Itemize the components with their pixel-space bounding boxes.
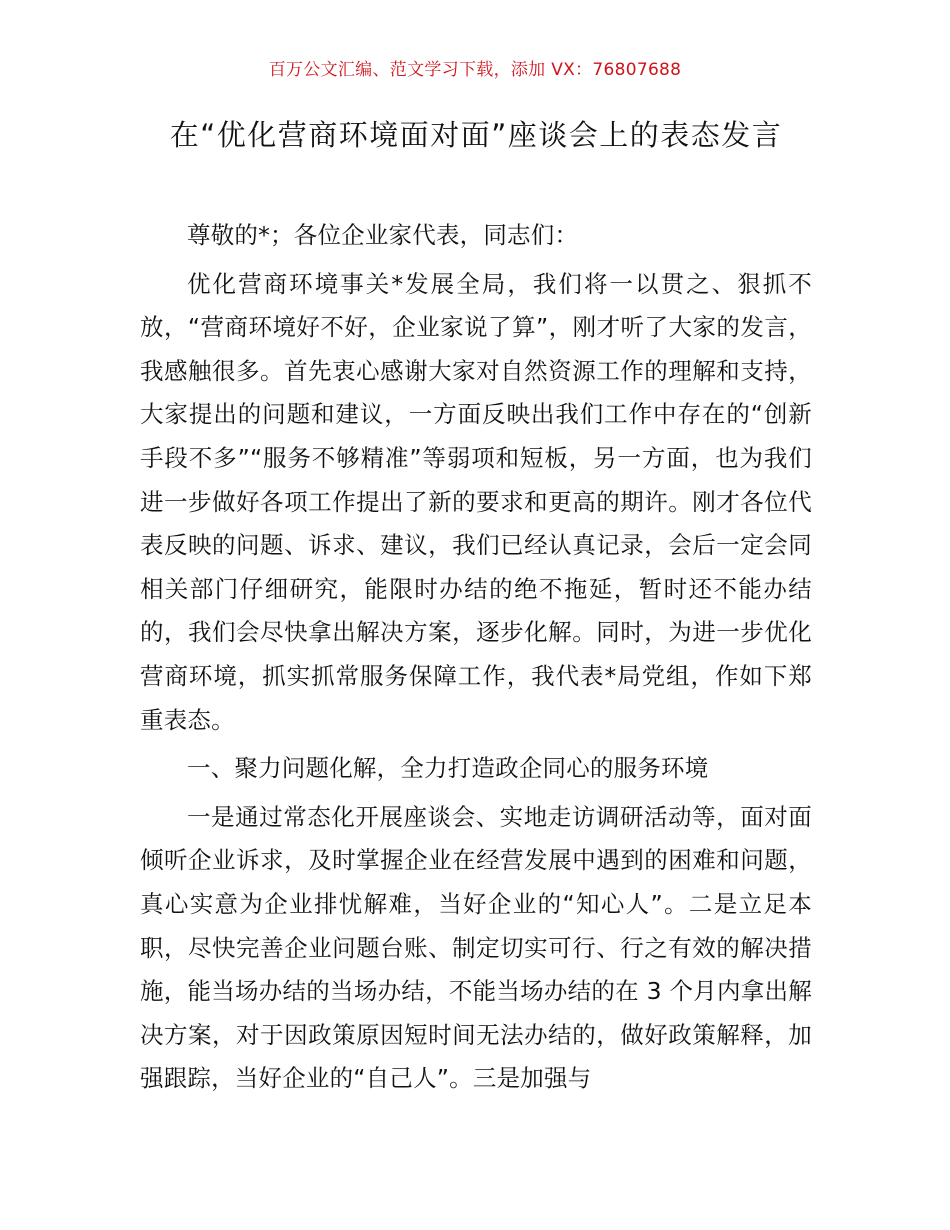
salutation-paragraph: 尊敬的*；各位企业家代表，同志们： <box>187 221 579 249</box>
document-title: 在“优化营商环境面对面”座谈会上的表态发言 <box>169 118 783 152</box>
body-paragraph: 优化营商环境事关*发展全局，我们将一以贯之、狠抓不放，“营商环境好不好，企业家说了算”，刚才听了大家的发言，我感触很多。首先衷心感谢大家对自然资源工作的理解和支持，大家提出的问题和建议，一方面反映出我们工作中存在的“创新手段不多”“服务不够精准”等弱项和短板，另一方面，也为我们进一步做好各项工作提出了新的要求和更高的期许。刚才各位代表反映的问题、诉求、建议，我们已经认真记录，会后一定会同相关部门仔细研究，能限时办结的绝不拖延，暂时还不能办结的，我们会尽快拿出解决方案，逐步化解。同时，为进一步优化营商环境，抓实抓常服务保障工作，我代表*局党组，作如下郑重表态。 <box>140 269 812 734</box>
body-paragraph: 一是通过常态化开展座谈会、实地走访调研活动等，面对面倾听企业诉求，及时掌握企业在经营发展中遇到的困难和问题，真心实意为企业排忧解难，当好企业的“知心人”。二是立足本职，尽快完善企业问题台账、制定切实可行、行之有效的解决措施，能当场办结的当场办结，不能当场办结的在 3 个月内拿出解决方案，对于因政策原因短时间无法办结的，做好政策解释，加强跟踪，当好企业的“自己人”。三是加强与 <box>140 802 812 1093</box>
section-heading: 一、聚力问题化解，全力打造政企同心的服务环境 <box>187 754 709 783</box>
document-body <box>140 214 812 1106</box>
header-banner: 百万公文汇编、范文学习下载，添加 VX：76807688 <box>268 60 682 80</box>
